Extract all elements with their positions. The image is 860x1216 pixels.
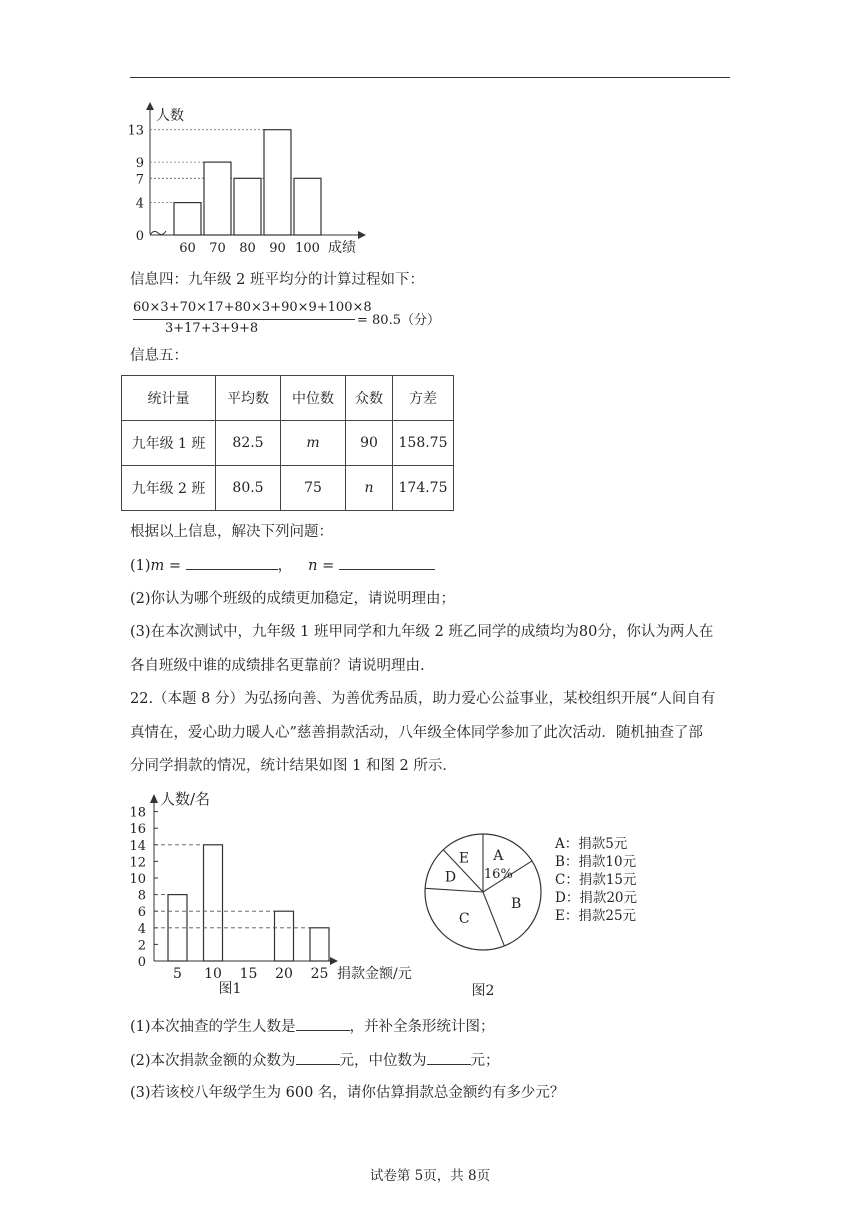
donation-pie-chart (420, 828, 660, 1000)
table-header-cell: 中位数 (281, 376, 346, 421)
bar-70 (204, 162, 231, 235)
x-tick-label: 25 (310, 966, 329, 982)
page-footer: 试卷第 5页，共 8页 (369, 1168, 491, 1184)
q21-intro: 根据以上信息，解决下列问题： (130, 524, 333, 540)
y-axis-arrow-icon (150, 794, 158, 803)
q22-part2-mid: 元，中位数为 (339, 1053, 427, 1069)
axis-break-icon (150, 231, 166, 235)
formula-result: = 80.5（分） (357, 313, 440, 328)
var-m: m (150, 558, 165, 574)
table-header-row (122, 376, 454, 421)
x-tick-label: 70 (209, 241, 226, 256)
q22-part1-text: (1)本次抽查的学生人数是 (130, 1019, 296, 1035)
table-header-cell: 平均数 (216, 376, 281, 421)
table-cell: 80.5 (216, 466, 281, 511)
fraction-bar (133, 319, 355, 320)
q22-part2-text: (2)本次捐款金额的众数为 (130, 1053, 296, 1069)
y-axis-label: 人数/名 (160, 790, 211, 808)
q21-part1-prefix: (1) (130, 558, 151, 574)
table-row (122, 466, 454, 511)
q22-part2-suffix: 元； (470, 1053, 500, 1069)
score-histogram (120, 100, 380, 260)
pie-slice-label-d: D (444, 869, 457, 886)
x-axis-label: 成绩 (328, 240, 356, 256)
pie-slice-percent: 16% (483, 867, 513, 883)
q22-line2: 真情在，爱心助力暖人心”慈善捐款活动，八年级全体同学参加了此次活动．随机抽查了部 (130, 725, 703, 741)
table-cell: 90 (346, 421, 393, 466)
q22-part1 (130, 1016, 495, 1037)
x-tick-label: 60 (179, 241, 196, 256)
bar-80 (234, 178, 261, 235)
y-tick-label: 7 (135, 172, 144, 188)
formula-numerator: 60×3+70×17+80×3+90×9+100×8 (133, 300, 372, 315)
q22-part3: (3)若该校八年级学生为 600 名，请你估算捐款总金额约有多少元？ (130, 1085, 565, 1101)
q22-line3: 分同学捐款的情况，统计结果如图 1 和图 2 所示． (130, 758, 457, 774)
equals-sign: = (317, 558, 339, 574)
x-tick-label: 100 (295, 241, 320, 256)
x-tick-label: 15 (239, 966, 258, 982)
answer-blank-m[interactable] (186, 555, 278, 570)
q21-part3-line2: 各自班级中谁的成绩排名更靠前？请说明理由. (130, 658, 425, 674)
pie-slice-label-a: A (493, 848, 504, 865)
y-tick-label: 10 (129, 872, 146, 887)
x-axis-label: 捐款金额/元 (337, 966, 412, 982)
x-tick-label: 90 (269, 241, 286, 256)
x-axis-arrow-icon (358, 231, 366, 239)
y-tick-label: 16 (129, 822, 146, 838)
bar-25 (310, 928, 329, 961)
y-tick-label: 0 (137, 955, 146, 970)
y-tick-label: 14 (129, 838, 146, 854)
q22-part1-suffix: ，并补全条形统计图； (349, 1019, 495, 1035)
separator: ， (277, 558, 293, 574)
legend-entry: C：捐款15元 (555, 872, 637, 888)
y-axis-arrow-icon (146, 102, 154, 110)
figure-caption: 图2 (471, 983, 495, 999)
answer-blank-mode[interactable] (296, 1050, 340, 1065)
q22-part2 (130, 1050, 500, 1071)
table-header-cell: 众数 (346, 376, 393, 421)
stats-table (121, 375, 454, 511)
table-row (122, 421, 454, 466)
bar-10 (204, 845, 223, 961)
answer-blank-median[interactable] (427, 1050, 471, 1065)
table-cell: m (281, 421, 346, 466)
pie-slice-label-c: C (458, 910, 470, 927)
bar-100 (294, 178, 321, 235)
legend-entry: E：捐款25元 (555, 908, 637, 924)
bar-90 (264, 130, 291, 235)
bar-20 (275, 911, 294, 961)
y-tick-label: 4 (137, 921, 146, 937)
table-header-cell: 方差 (393, 376, 454, 421)
y-tick-label: 0 (135, 229, 144, 244)
legend-entry: D：捐款20元 (555, 890, 638, 906)
y-tick-label: 9 (135, 156, 144, 172)
legend-entry: A：捐款5元 (555, 836, 628, 852)
info5-label: 信息五： (130, 348, 188, 364)
formula-denominator: 3+17+3+9+8 (165, 321, 259, 336)
y-tick-label: 8 (137, 888, 146, 904)
answer-blank-n[interactable] (339, 555, 435, 570)
x-tick-label: 20 (275, 966, 293, 982)
table-cell: 九年级 2 班 (122, 466, 216, 511)
bar-60 (174, 203, 201, 235)
q21-part2: (2)你认为哪个班级的成绩更加稳定，请说明理由； (130, 591, 456, 607)
table-cell: n (346, 466, 393, 511)
y-tick-label: 2 (137, 938, 146, 954)
donation-bar-chart (115, 785, 435, 1000)
y-tick-label: 18 (129, 805, 146, 821)
x-tick-label: 5 (173, 966, 182, 982)
x-axis-arrow-icon (330, 957, 338, 965)
table-cell: 82.5 (216, 421, 281, 466)
q21-part3-line1: (3)在本次测试中，九年级 1 班甲同学和九年级 2 班乙同学的成绩均为80分，你认为两人在 (130, 624, 714, 640)
x-tick-label: 80 (239, 241, 256, 256)
y-tick-label: 4 (135, 196, 144, 212)
pie-slice-label-b: B (510, 895, 522, 912)
pie-slice-label-e: E (458, 850, 470, 867)
info4-label: 信息四：九年级 2 班平均分的计算过程如下： (130, 272, 424, 288)
y-tick-label: 12 (129, 855, 146, 871)
header-rule (130, 77, 730, 78)
var-n: n (308, 558, 318, 574)
table-cell: 九年级 1 班 (122, 421, 216, 466)
equals-sign: = (164, 558, 186, 574)
x-tick-label: 10 (204, 966, 222, 982)
legend-entry: B：捐款10元 (555, 854, 637, 870)
answer-blank-count[interactable] (296, 1016, 350, 1031)
q21-part1 (130, 555, 435, 576)
figure-caption: 图1 (218, 981, 242, 997)
table-cell: 75 (281, 466, 346, 511)
table-header-cell: 统计量 (122, 376, 216, 421)
table-cell: 174.75 (393, 466, 454, 511)
y-tick-label: 6 (137, 905, 146, 921)
y-tick-label: 13 (127, 123, 144, 139)
q22-line1: 22.（本题 8 分）为弘扬向善、为善优秀品质，助力爱心公益事业，某校组织开展“人间自有 (130, 691, 716, 707)
table-cell: 158.75 (393, 421, 454, 466)
y-axis-label: 人数 (156, 108, 184, 124)
